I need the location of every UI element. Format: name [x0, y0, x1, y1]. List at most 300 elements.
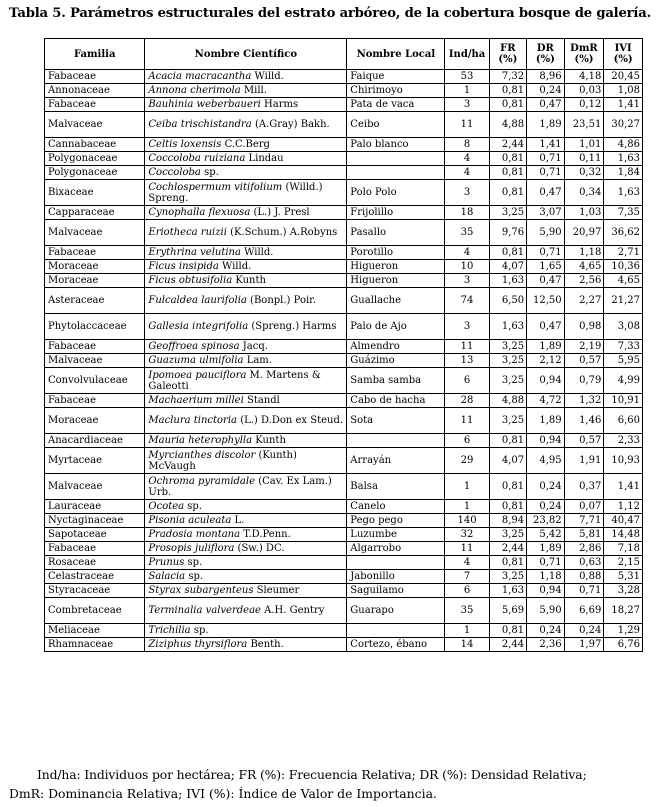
cell-ivi: 7,18 — [604, 542, 643, 556]
author-name: (Cav. Ex Lam.) Urb. — [148, 475, 332, 498]
cell-familia: Combretaceae — [45, 598, 145, 624]
cell-ivi: 5,95 — [604, 354, 643, 368]
cell-dmr: 0,37 — [564, 474, 604, 500]
cell-familia: Cannabaceae — [45, 138, 145, 152]
scientific-name: Coccoloba — [148, 167, 201, 178]
cell-ind-ha: 28 — [445, 394, 489, 408]
cell-familia: Anacardiaceae — [45, 434, 145, 448]
cell-familia: Fabaceae — [45, 70, 145, 84]
table-row — [45, 528, 643, 542]
cell-fr: 1,63 — [489, 274, 527, 288]
cell-dmr: 2,86 — [564, 542, 604, 556]
cell-familia: Fabaceae — [45, 98, 145, 112]
author-name: (Sw.) DC. — [237, 543, 285, 554]
cell-familia: Fabaceae — [45, 394, 145, 408]
cell-familia: Asteraceae — [45, 288, 145, 314]
cell-ind-ha: 53 — [445, 70, 489, 84]
author-name: C.C.Berg — [224, 139, 270, 150]
cell-fr: 0,81 — [489, 500, 527, 514]
table-row — [45, 474, 643, 500]
cell-fr: 3,25 — [489, 354, 527, 368]
cell-nombre-local: Guázimo — [347, 354, 445, 368]
cell-nombre-cientifico — [145, 556, 347, 570]
cell-dr: 0,47 — [527, 180, 565, 206]
cell-ind-ha: 1 — [445, 474, 489, 500]
cell-ivi: 1,41 — [604, 98, 643, 112]
scientific-name: Ocotea — [148, 501, 185, 512]
header-dmr: DmR (%) — [564, 39, 604, 70]
scientific-name: Maclura tinctoria — [148, 415, 237, 426]
table-row — [45, 542, 643, 556]
cell-nombre-cientifico — [145, 598, 347, 624]
cell-ind-ha: 7 — [445, 570, 489, 584]
author-name: Willd. — [244, 247, 274, 258]
table-row — [45, 638, 643, 652]
table-row — [45, 274, 643, 288]
cell-dmr: 0,98 — [564, 314, 604, 340]
table-row — [45, 152, 643, 166]
cell-fr: 5,69 — [489, 598, 527, 624]
cell-ind-ha: 4 — [445, 152, 489, 166]
cell-dr: 0,24 — [527, 624, 565, 638]
cell-nombre-local: Palo blanco — [347, 138, 445, 152]
cell-nombre-cientifico — [145, 368, 347, 394]
cell-dmr: 4,18 — [564, 70, 604, 84]
cell-dr: 0,47 — [527, 98, 565, 112]
cell-ind-ha: 35 — [445, 598, 489, 624]
cell-nombre-local: Algarrobo — [347, 542, 445, 556]
cell-dr: 0,71 — [527, 166, 565, 180]
cell-nombre-cientifico — [145, 354, 347, 368]
author-name: (Kunth) McVaugh — [148, 449, 297, 472]
cell-ivi: 7,35 — [604, 206, 643, 220]
scientific-name: Cochlospermum vitifolium — [148, 181, 283, 193]
cell-nombre-local: Saguilamo — [347, 584, 445, 598]
cell-dr: 4,95 — [527, 448, 565, 474]
cell-familia: Myrtaceae — [45, 448, 145, 474]
cell-ivi: 1,12 — [604, 500, 643, 514]
cell-ivi: 4,65 — [604, 274, 643, 288]
cell-nombre-cientifico — [145, 112, 347, 138]
cell-dmr: 7,71 — [564, 514, 604, 528]
footnote-line-1: Ind/ha: Individuos por hectárea; FR (%): Frecuencia Relativa; DR (%): Densidad Relativa; — [37, 767, 587, 782]
author-name: Harms — [264, 99, 299, 110]
cell-nombre-cientifico — [145, 220, 347, 246]
cell-dmr: 0,71 — [564, 584, 604, 598]
cell-dr: 1,89 — [527, 340, 565, 354]
cell-ivi: 2,33 — [604, 434, 643, 448]
header-nombre-cientifico: Nombre Científico — [145, 39, 347, 70]
cell-fr: 4,07 — [489, 260, 527, 274]
cell-ind-ha: 6 — [445, 584, 489, 598]
cell-nombre-cientifico — [145, 288, 347, 314]
cell-fr: 0,81 — [489, 166, 527, 180]
author-name: Willd. — [222, 261, 252, 272]
cell-dr: 0,71 — [527, 556, 565, 570]
cell-nombre-local: Guallache — [347, 288, 445, 314]
cell-dr: 0,94 — [527, 584, 565, 598]
scientific-name: Eriotheca ruizii — [148, 227, 227, 238]
scientific-name: Ceiba trischistandra — [148, 119, 252, 130]
table-row — [45, 84, 643, 98]
header-row — [45, 39, 643, 70]
cell-nombre-local: Frijolillo — [347, 206, 445, 220]
cell-nombre-local: Higueron — [347, 260, 445, 274]
cell-dmr: 1,03 — [564, 206, 604, 220]
cell-ivi: 14,48 — [604, 528, 643, 542]
header-dr: DR (%) — [527, 39, 565, 70]
cell-dr: 1,89 — [527, 408, 565, 434]
scientific-name: Myrcianthes discolor — [148, 449, 256, 461]
cell-dmr: 0,03 — [564, 84, 604, 98]
cell-familia: Fabaceae — [45, 246, 145, 260]
scientific-name: Trichilia — [148, 625, 191, 636]
cell-ivi: 3,28 — [604, 584, 643, 598]
scientific-name: Fulcaldea laurifolia — [148, 295, 247, 306]
cell-dr: 5,90 — [527, 598, 565, 624]
cell-ind-ha: 8 — [445, 138, 489, 152]
table-row — [45, 166, 643, 180]
cell-dmr: 0,11 — [564, 152, 604, 166]
author-name: (Willd.) Spreng. — [148, 181, 323, 204]
cell-ivi: 2,15 — [604, 556, 643, 570]
cell-dmr: 0,07 — [564, 500, 604, 514]
scientific-name: Pisonia aculeata — [148, 515, 232, 526]
cell-nombre-cientifico — [145, 274, 347, 288]
cell-nombre-local: Pata de vaca — [347, 98, 445, 112]
cell-familia: Malvaceae — [45, 220, 145, 246]
cell-ind-ha: 4 — [445, 246, 489, 260]
cell-nombre-cientifico — [145, 638, 347, 652]
cell-dr: 2,12 — [527, 354, 565, 368]
cell-ivi: 6,76 — [604, 638, 643, 652]
cell-ind-ha: 3 — [445, 274, 489, 288]
author-name: Sleumer — [256, 585, 300, 596]
cell-nombre-cientifico — [145, 528, 347, 542]
table-footnote — [9, 765, 657, 803]
cell-ivi: 1,29 — [604, 624, 643, 638]
cell-fr: 1,63 — [489, 314, 527, 340]
cell-nombre-local: Cortezo, ébano — [347, 638, 445, 652]
cell-familia: Annonaceae — [45, 84, 145, 98]
scientific-name: Gallesia integrifolia — [148, 321, 249, 332]
author-name: Kunth — [235, 275, 266, 286]
cell-ind-ha: 1 — [445, 624, 489, 638]
cell-dr: 1,89 — [527, 112, 565, 138]
cell-fr: 0,81 — [489, 246, 527, 260]
cell-nombre-local: Pego pego — [347, 514, 445, 528]
cell-familia: Meliaceae — [45, 624, 145, 638]
cell-nombre-local: Arrayán — [347, 448, 445, 474]
author-name: sp. — [204, 167, 219, 178]
scientific-name: Ochroma pyramidale — [148, 475, 256, 487]
cell-fr: 4,07 — [489, 448, 527, 474]
scientific-name: Cynophalla flexuosa — [148, 207, 251, 218]
scientific-name: Mauria heterophylla — [148, 435, 253, 446]
cell-dmr: 6,69 — [564, 598, 604, 624]
cell-nombre-local: Ceibo — [347, 112, 445, 138]
cell-dr: 0,24 — [527, 84, 565, 98]
table-row — [45, 70, 643, 84]
cell-dr: 1,18 — [527, 570, 565, 584]
table-row — [45, 448, 643, 474]
cell-ind-ha: 6 — [445, 434, 489, 448]
cell-ivi: 10,91 — [604, 394, 643, 408]
cell-ivi: 2,71 — [604, 246, 643, 260]
cell-familia: Polygonaceae — [45, 152, 145, 166]
cell-ivi: 30,27 — [604, 112, 643, 138]
cell-familia: Phytolaccaceae — [45, 314, 145, 340]
author-name: Mill. — [243, 85, 267, 96]
cell-fr: 0,81 — [489, 180, 527, 206]
cell-ivi: 1,84 — [604, 166, 643, 180]
cell-familia: Malvaceae — [45, 474, 145, 500]
scientific-name: Guazuma ulmifolia — [148, 355, 244, 366]
cell-ivi: 18,27 — [604, 598, 643, 624]
cell-dmr: 0,12 — [564, 98, 604, 112]
cell-nombre-local: Palo de Ajo — [347, 314, 445, 340]
cell-nombre-local: Faique — [347, 70, 445, 84]
cell-dmr: 2,19 — [564, 340, 604, 354]
cell-nombre-cientifico — [145, 434, 347, 448]
cell-ind-ha: 4 — [445, 556, 489, 570]
cell-familia: Sapotaceae — [45, 528, 145, 542]
cell-fr: 9,76 — [489, 220, 527, 246]
author-name: Jacq. — [242, 341, 268, 352]
cell-dr: 0,94 — [527, 368, 565, 394]
cell-dmr: 0,34 — [564, 180, 604, 206]
cell-ivi: 3,08 — [604, 314, 643, 340]
table-row — [45, 570, 643, 584]
header-nombre-local: Nombre Local — [347, 39, 445, 70]
cell-nombre-cientifico — [145, 448, 347, 474]
cell-ivi: 1,63 — [604, 180, 643, 206]
cell-dr: 0,71 — [527, 246, 565, 260]
author-name: (Bonpl.) Poir. — [250, 295, 317, 306]
footnote-line-2: DmR: Dominancia Relativa; IVI (%): Índice de Valor de Importancia. — [9, 786, 437, 801]
cell-nombre-cientifico — [145, 70, 347, 84]
table-row — [45, 354, 643, 368]
cell-nombre-cientifico — [145, 584, 347, 598]
scientific-name: Ziziphus thyrsiflora — [148, 639, 248, 650]
cell-dmr: 20,97 — [564, 220, 604, 246]
cell-nombre-cientifico — [145, 408, 347, 434]
cell-dmr: 0,57 — [564, 434, 604, 448]
cell-ivi: 1,08 — [604, 84, 643, 98]
scientific-name: Prunus — [148, 557, 185, 568]
table-body — [45, 70, 643, 652]
table-row — [45, 138, 643, 152]
cell-dmr: 2,27 — [564, 288, 604, 314]
cell-dmr: 1,18 — [564, 246, 604, 260]
table-row — [45, 394, 643, 408]
cell-ivi: 36,62 — [604, 220, 643, 246]
cell-nombre-local: Balsa — [347, 474, 445, 500]
cell-ind-ha: 1 — [445, 84, 489, 98]
cell-ivi: 10,93 — [604, 448, 643, 474]
cell-ind-ha: 3 — [445, 98, 489, 112]
cell-familia: Lauraceae — [45, 500, 145, 514]
cell-familia: Fabaceae — [45, 340, 145, 354]
table-row — [45, 434, 643, 448]
cell-fr: 8,94 — [489, 514, 527, 528]
cell-nombre-local: Polo Polo — [347, 180, 445, 206]
header-ivi: IVI (%) — [604, 39, 643, 70]
cell-ind-ha: 13 — [445, 354, 489, 368]
scientific-name: Coccoloba ruiziana — [148, 153, 246, 164]
cell-dmr: 0,63 — [564, 556, 604, 570]
cell-ind-ha: 6 — [445, 368, 489, 394]
cell-nombre-cientifico — [145, 500, 347, 514]
cell-familia: Polygonaceae — [45, 166, 145, 180]
author-name: L. — [234, 515, 245, 526]
cell-ivi: 40,47 — [604, 514, 643, 528]
cell-nombre-cientifico — [145, 84, 347, 98]
cell-nombre-local: Chirimoyo — [347, 84, 445, 98]
cell-nombre-cientifico — [145, 570, 347, 584]
scientific-name: Terminalia valverdeae — [148, 605, 261, 616]
cell-fr: 4,88 — [489, 394, 527, 408]
cell-ind-ha: 74 — [445, 288, 489, 314]
author-name: M. Martens & Galeotti — [148, 369, 321, 392]
cell-dmr: 23,51 — [564, 112, 604, 138]
cell-ivi: 5,31 — [604, 570, 643, 584]
cell-ind-ha: 11 — [445, 408, 489, 434]
cell-dr: 8,96 — [527, 70, 565, 84]
cell-dmr: 2,56 — [564, 274, 604, 288]
cell-dmr: 1,91 — [564, 448, 604, 474]
cell-ind-ha: 18 — [445, 206, 489, 220]
scientific-name: Prosopis juliflora — [148, 543, 235, 554]
cell-fr: 0,81 — [489, 152, 527, 166]
cell-nombre-cientifico — [145, 180, 347, 206]
table-row — [45, 368, 643, 394]
cell-nombre-cientifico — [145, 624, 347, 638]
cell-dr: 0,47 — [527, 274, 565, 288]
cell-dr: 3,07 — [527, 206, 565, 220]
table-row — [45, 220, 643, 246]
cell-dr: 2,36 — [527, 638, 565, 652]
cell-fr: 7,32 — [489, 70, 527, 84]
scientific-name: Bauhinia weberbaueri — [148, 99, 261, 110]
table-row — [45, 314, 643, 340]
cell-fr: 0,81 — [489, 556, 527, 570]
cell-fr: 3,25 — [489, 368, 527, 394]
cell-dr: 23,82 — [527, 514, 565, 528]
cell-fr: 4,88 — [489, 112, 527, 138]
author-name: Lam. — [246, 355, 272, 366]
cell-ind-ha: 11 — [445, 340, 489, 354]
table-row — [45, 112, 643, 138]
cell-nombre-cientifico — [145, 314, 347, 340]
cell-nombre-local — [347, 166, 445, 180]
table-row — [45, 206, 643, 220]
scientific-name: Ipomoea pauciflora — [148, 369, 247, 381]
cell-nombre-cientifico — [145, 394, 347, 408]
table-caption: Tabla 5. Parámetros estructurales del estrato arbóreo, de la cobertura bosque de galería. — [9, 6, 651, 21]
author-name: (K.Schum.) A.Robyns — [230, 227, 338, 238]
header-fr: FR (%) — [489, 39, 527, 70]
cell-fr: 0,81 — [489, 474, 527, 500]
cell-familia: Fabaceae — [45, 542, 145, 556]
cell-ivi: 20,45 — [604, 70, 643, 84]
cell-nombre-local: Pasallo — [347, 220, 445, 246]
cell-dmr: 0,79 — [564, 368, 604, 394]
cell-familia: Bixaceae — [45, 180, 145, 206]
cell-fr: 0,81 — [489, 624, 527, 638]
cell-nombre-cientifico — [145, 206, 347, 220]
cell-dr: 1,65 — [527, 260, 565, 274]
table-row — [45, 500, 643, 514]
scientific-name: Geoffroea spinosa — [148, 341, 240, 352]
cell-nombre-cientifico — [145, 152, 347, 166]
scientific-name: Acacia macracantha — [148, 71, 252, 82]
header-familia: Familia — [45, 39, 145, 70]
cell-ivi: 4,86 — [604, 138, 643, 152]
cell-ind-ha: 14 — [445, 638, 489, 652]
author-name: Lindau — [248, 153, 284, 164]
cell-ind-ha: 1 — [445, 500, 489, 514]
cell-ivi: 6,60 — [604, 408, 643, 434]
cell-dmr: 1,97 — [564, 638, 604, 652]
table-row — [45, 514, 643, 528]
cell-dmr: 0,88 — [564, 570, 604, 584]
cell-nombre-local: Guarapo — [347, 598, 445, 624]
cell-fr: 3,25 — [489, 340, 527, 354]
cell-fr: 3,25 — [489, 570, 527, 584]
cell-ind-ha: 3 — [445, 314, 489, 340]
author-name: A.H. Gentry — [264, 605, 325, 616]
scientific-name: Salacia — [148, 571, 186, 582]
cell-familia: Rosaceae — [45, 556, 145, 570]
cell-dr: 0,47 — [527, 314, 565, 340]
author-name: Kunth — [255, 435, 286, 446]
cell-nombre-local: Cabo de hacha — [347, 394, 445, 408]
author-name: sp. — [187, 501, 203, 512]
cell-ivi: 1,41 — [604, 474, 643, 500]
cell-fr: 3,25 — [489, 206, 527, 220]
cell-nombre-local — [347, 624, 445, 638]
cell-nombre-cientifico — [145, 514, 347, 528]
scientific-name: Pradosia montana — [148, 529, 241, 540]
parameters-table — [44, 38, 643, 652]
cell-ind-ha: 32 — [445, 528, 489, 542]
scientific-name: Ficus insipida — [148, 261, 219, 272]
cell-ind-ha: 35 — [445, 220, 489, 246]
cell-fr: 3,25 — [489, 528, 527, 542]
cell-dr: 0,94 — [527, 434, 565, 448]
table-row — [45, 624, 643, 638]
cell-fr: 2,44 — [489, 138, 527, 152]
author-name: T.D.Penn. — [243, 529, 291, 540]
cell-dr: 5,90 — [527, 220, 565, 246]
cell-familia: Malvaceae — [45, 354, 145, 368]
table-row — [45, 556, 643, 570]
cell-ivi: 10,36 — [604, 260, 643, 274]
cell-familia: Rhamnaceae — [45, 638, 145, 652]
table-row — [45, 598, 643, 624]
cell-nombre-cientifico — [145, 166, 347, 180]
cell-ivi: 1,63 — [604, 152, 643, 166]
cell-ind-ha: 4 — [445, 166, 489, 180]
author-name: sp. — [193, 625, 209, 636]
scientific-name: Erythrina velutina — [148, 247, 241, 258]
cell-dr: 1,41 — [527, 138, 565, 152]
cell-fr: 6,50 — [489, 288, 527, 314]
cell-ind-ha: 3 — [445, 180, 489, 206]
cell-nombre-cientifico — [145, 542, 347, 556]
cell-nombre-local: Luzumbe — [347, 528, 445, 542]
